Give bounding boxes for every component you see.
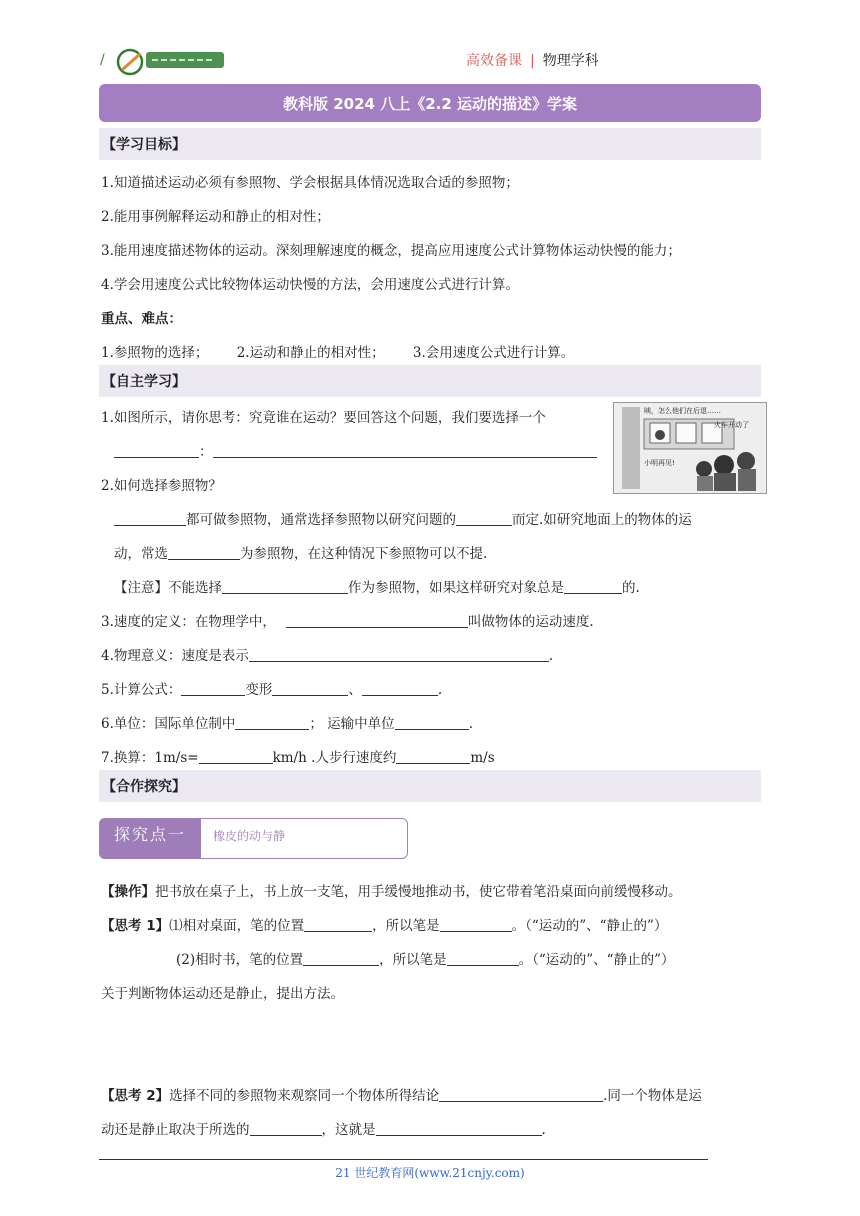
- answer-blank[interactable]: [456, 511, 512, 526]
- question-1: 1.如图所示，请你思考：究竟谁在运动？要回答这个问题，我们要选择一个: [101, 410, 546, 426]
- answer-blank[interactable]: [564, 579, 622, 594]
- answer-blank[interactable]: [447, 951, 519, 966]
- key-item: 1.参照物的选择；: [101, 345, 209, 361]
- logo: [100, 44, 230, 76]
- svg-text:/: /: [100, 52, 105, 68]
- goal-item: 3.能用速度描述物体的运动。深刻理解速度的概念，提高应用速度公式计算物体运动快慢的能力；: [101, 243, 681, 259]
- answer-blank[interactable]: [249, 647, 549, 662]
- question-3: 3.速度的定义：在物理学中， 叫做物体的运动速度.: [101, 614, 594, 630]
- answer-blank[interactable]: [114, 443, 199, 458]
- answer-blank[interactable]: [376, 1121, 542, 1136]
- answer-blank[interactable]: [199, 749, 273, 764]
- inquiry-tab-label: 探究点一: [99, 818, 201, 859]
- brand-right: 物理学科: [542, 53, 599, 69]
- answer-blank[interactable]: [286, 613, 468, 628]
- answer-blank[interactable]: [440, 917, 512, 932]
- answer-blank[interactable]: [235, 715, 309, 730]
- answer-blank[interactable]: [439, 1087, 603, 1102]
- header-brand: 高效备课 | 物理学科: [466, 53, 599, 69]
- think-1-question: 关于判断物体运动还是静止，提出方法。: [101, 986, 344, 1002]
- footer-link[interactable]: 21 世纪教育网(www.21cnjy.com): [335, 1166, 525, 1180]
- operation-line: 【操作】把书放在桌子上，书上放一支笔，用手缓慢地推动书，使它带着笔沿桌面向前缓慢移动。: [101, 884, 682, 900]
- note-line: 【注意】不能选择 作为参照物，如果这样研究对象总是 的.: [114, 580, 640, 596]
- key-item: 3.会用速度公式进行计算。: [412, 345, 575, 361]
- question-1-blanks: ：: [114, 440, 597, 460]
- question-2-line-a: 都可做参照物，通常选择参照物以研究问题的 而定.如研究地面上的物体的运: [114, 508, 692, 528]
- answer-blank[interactable]: [303, 951, 379, 966]
- answer-blank[interactable]: [114, 511, 186, 526]
- document-title: 教科版 2024 八上《2.2 运动的描述》学案: [99, 84, 761, 122]
- question-2: 2.如何选择参照物？: [101, 478, 222, 494]
- answer-blank[interactable]: [362, 681, 438, 696]
- comic-bubble-1: 咦，怎么他们在后退……: [644, 407, 721, 415]
- question-2-line-b: 动，常选 为参照物，在这种情况下参照物可以不提.: [114, 546, 488, 562]
- inquiry-subtitle: 橡皮的动与静: [213, 829, 286, 843]
- think-1-line-b: (2)相时书，笔的位置 ，所以笔是 。（“运动的”、“静止的”）: [176, 952, 675, 968]
- goal-item: 4.学会用速度公式比较物体运动快慢的方法，会用速度公式进行计算。: [101, 277, 519, 293]
- goal-item: 2.能用事例解释运动和静止的相对性；: [101, 209, 330, 225]
- goal-item: 1.知道描述运动必须有参照物、学会根据具体情况选取合适的参照物；: [101, 175, 519, 191]
- question-4: 4.物理意义：速度是表示 .: [101, 648, 554, 664]
- question-5: 5.计算公式： 变形 、 .: [101, 682, 443, 698]
- key-points: [101, 341, 574, 361]
- answer-blank[interactable]: [181, 681, 245, 696]
- key-item: 2.运动和静止的相对性；: [236, 345, 385, 361]
- question-7: 7.换算：1m/s= km/h .人步行速度约 m/s: [101, 750, 495, 766]
- answer-blank[interactable]: [250, 1121, 322, 1136]
- section-heading-goals: 【学习目标】: [99, 128, 761, 160]
- think-2-line-a: 【思考 2】选择不同的参照物来观察同一个物体所得结论 .同一个物体是运: [101, 1088, 702, 1104]
- question-6: 6.单位：国际单位制中 ； 运输中单位 .: [101, 716, 473, 732]
- section-heading-coop: 【合作探究】: [99, 770, 761, 802]
- think-1-line-a: 【思考 1】⑴相对桌面，笔的位置 ，所以笔是 。（“运动的”、“静止的”）: [101, 918, 668, 934]
- answer-blank[interactable]: [213, 443, 597, 458]
- answer-blank[interactable]: [395, 715, 469, 730]
- think-2-line-b: 动还是静止取决于所选的 ，这就是 .: [101, 1122, 546, 1138]
- section-heading-self-study: 【自主学习】: [99, 365, 761, 397]
- answer-blank[interactable]: [168, 545, 240, 560]
- footer-divider: [99, 1159, 708, 1160]
- comic-bubble-3: 小明再见!: [644, 459, 675, 467]
- answer-blank[interactable]: [396, 749, 470, 764]
- key-points-label: 重点、难点：: [101, 311, 182, 327]
- answer-blank[interactable]: [272, 681, 348, 696]
- comic-illustration: [613, 402, 767, 494]
- answer-blank[interactable]: [222, 579, 348, 594]
- comic-bubble-2: 火车开动了: [714, 421, 749, 429]
- brand-left: 高效备课: [466, 53, 522, 69]
- answer-blank[interactable]: [304, 917, 372, 932]
